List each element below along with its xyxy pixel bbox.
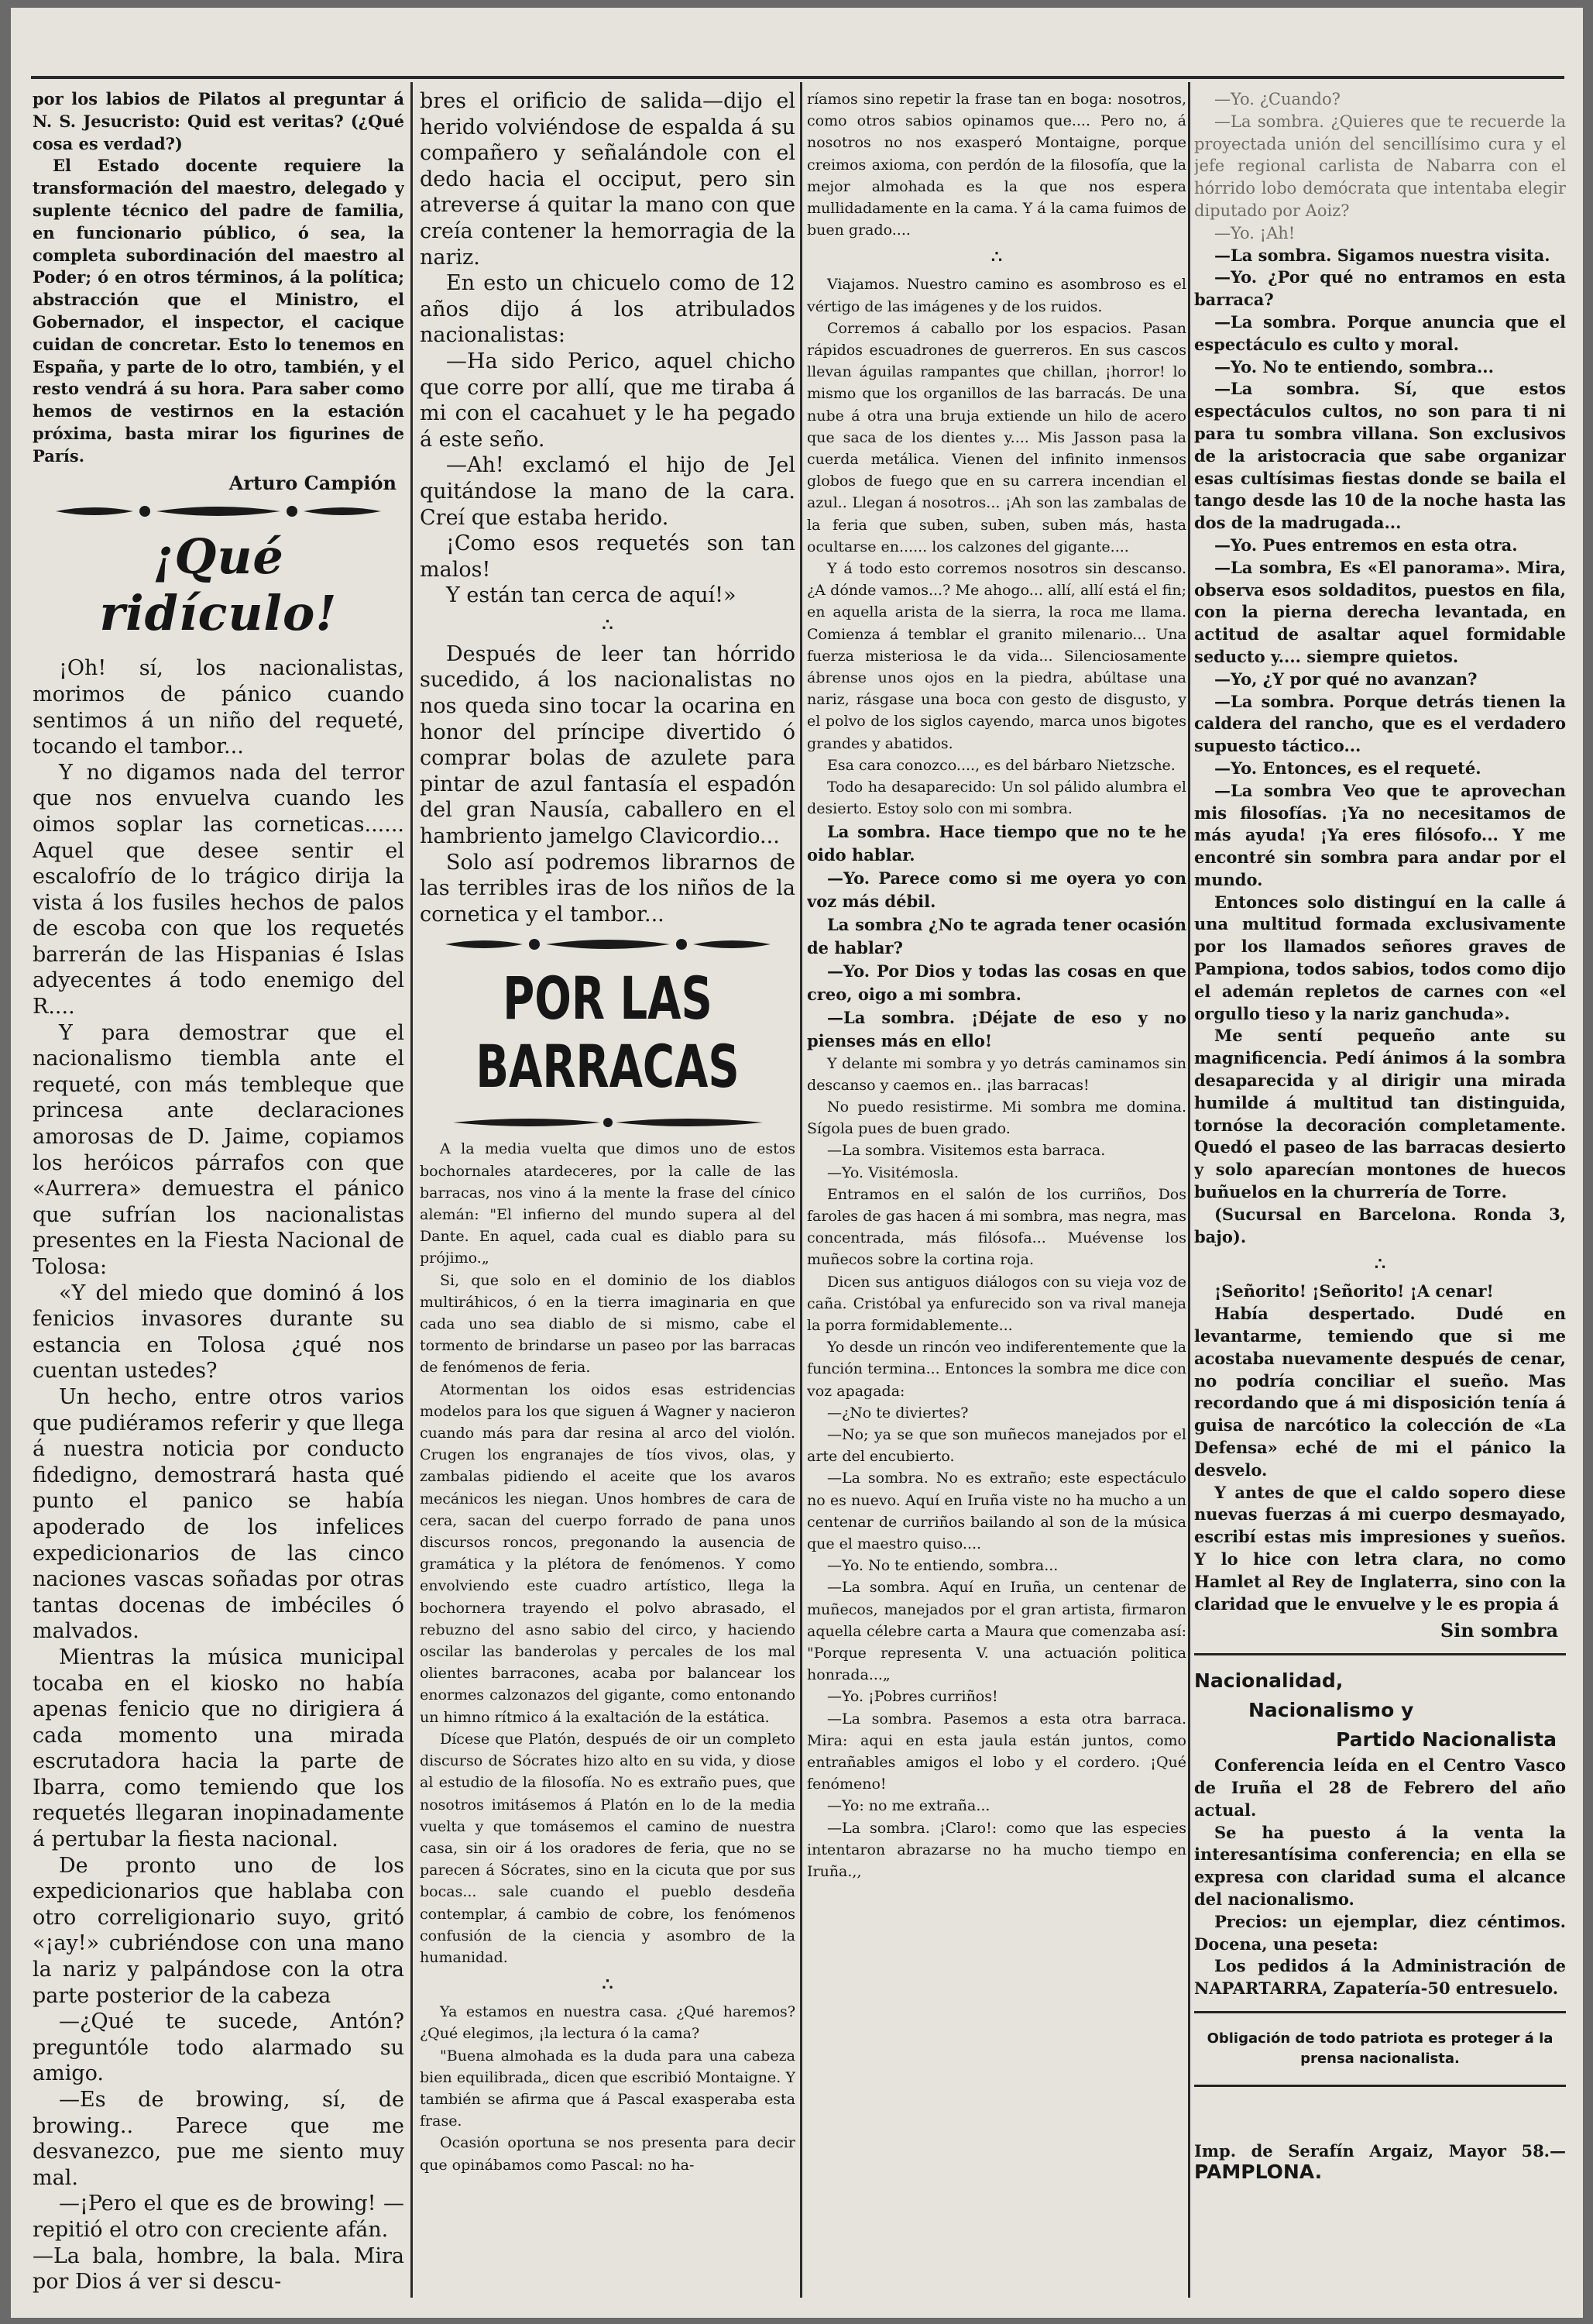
paragraph: Conferencia leída en el Centro Vasco de Iruña el 28 de Febrero del año actual. (1194, 1755, 1566, 1820)
ornament-divider (438, 1115, 778, 1130)
paragraph: No puedo resistirme. Mi sombra me domina. Sígola pues de buen grado. (807, 1098, 1186, 1138)
paragraph: —Yo: no me extraña... (827, 1797, 990, 1815)
paragraph: —La sombra. Sí, que estos espectáculos cultos, no son para ti ni para tu sombra villana. Son exclusivos de la aristocracia que sabe organizar esas cultísimas fiestas donde se baila el tango desde las 10 de la noche hasta las dos de la madrugada... (1194, 379, 1566, 533)
ornament-divider (438, 935, 778, 954)
column-rule (1188, 82, 1190, 2298)
paragraph: —Yo. Entonces, es el requeté. (1214, 758, 1481, 778)
paragraph: —La sombra. Porque detrás tienen la caldera del rancho, que es el verdadero supuesto táctico... (1194, 691, 1566, 756)
paragraph: Ya estamos en nuestra casa. ¿Qué haremos? ¿Qué elegimos, ¡la lectura ó la cama? (420, 2003, 795, 2043)
paragraph: Me sentí pequeño ante su magnificencia. Pedí ánimos á la sombra desaparecida y al dirigir una mirada humilde á multitud tan distinguida, tornóse la decoración completamente. Quedó el paseo de las barracas desierto y solo aparecían montones de huecos buñuelos en la churrería de Torre. (1194, 1026, 1566, 1202)
paragraph: —La sombra. Sigamos nuestra visita. (1214, 245, 1550, 265)
barracas-dialogue-bold (807, 820, 1186, 1053)
paragraph: Y para demostrar que el nacionalismo tiembla ante el requeté, con más tembleque que princesa ante declaraciones amorosas de D. Jaime, copiamos los heróicos párrafos con que «Aurrera» demuestra el pánico que sufrían los nacionalistas presentes en la Fiesta Nacional de Tolosa: (33, 1020, 404, 1279)
paragraph: A la media vuelta que dimos uno de estos bochornales atardeceres, por la calle de las barracas, nos vino á la mente la frase del cínico alemán: "El infierno del mundo supera al del Dante. En aquel, cada cual es diablo para su prójimo.„ (420, 1140, 795, 1267)
paragraph: —Ah! exclamó el hijo de Jel quitándose la mano de la cara. Creí que estaba herido. (420, 453, 795, 530)
paragraph: —Yo. ¿Cuando? (1214, 90, 1341, 108)
paragraph: —La bala, hombre, la bala. Mira por Dios á ver si descu- (33, 2243, 404, 2295)
ridiculo-article (33, 655, 404, 2295)
barracas-article-part2 (420, 2001, 795, 2176)
barracas-dream (807, 273, 1186, 820)
paragraph: —Yo. No te entiendo, sombra... (827, 1557, 1059, 1575)
paragraph: —Yo. Pues entremos en esta otra. (1214, 535, 1518, 555)
paragraph: —La sombra. No es extraño; este espectáculo no es nuevo. Aquí en Iruña viste no ha mucho a un centenar de curriños bailando al son de la música que el maestro quiso.... (807, 1470, 1186, 1552)
advert-title-line: Nacionalidad, (1194, 1669, 1344, 1693)
headline-que-ridiculo: ¡Qué ridículo! (99, 528, 338, 642)
paragraph: El Estado docente requiere la transformación del maestro, delegado y suplente técnico del padre de familia, en funcionario público, ó sea, la completa subordinación del maestro al Poder; ó en otros términos, á la política; abstracción que el Ministro, el Gobernador, el inspector, el cacique cuidan de concretar. Esto lo tenemos en España, y parte de lo otro, también, y el resto vendrá á su hora. Para saber como hemos de vestirnos en la estación próxima, basta mirar los figurines de París. (33, 156, 404, 466)
top-rule (31, 76, 1564, 79)
paragraph: Corremos á caballo por los espacios. Pasan rápidos escuadrones de guerreros. En sus cascos llevan águilas rampantes que chillan, ¡horror! lo mismo que los organillos de las barracás. De una nube á otra una bruja extiende un hilo de acero que saca de los dientes y.... Mis Jasson pasa la cuerda metálica. Vienen del infinito inmensos globos de fuego que en su carrera incendian el azul.. Llegan á nosotros... ¡Ah son las zambalas de la feria que suben, suben, suben más, hasta ocultarse en...... los calzones del gigante.... (807, 319, 1186, 555)
paragraph: Dícese que Platón, después de oir un completo discurso de Sócrates hizo alto en su vida, y diose al estudio de la filosofía. No es extraño pues, que nosotros imitásemos á Platón en lo de la media vuelta y que tomásemos el camino de nuestra casa, sin oir á los oradores de feria, que no se parecen á Sócrates, sino en la cicuta que por sus bocas... sale cuando el pueblo desdeña contemplar, á cambio de cobre, los fenómenos confusión de la ciencia y asombro de la humanidad. (420, 1730, 795, 1966)
paragraph: En esto un chicuelo como de 12 años dijo á los atribulados nacionalistas: (420, 271, 795, 348)
paragraph: —La sombra Veo que te aprovechan mis filosofías. ¡Ya no necesitamos de más ayuda! ¡Ya eres filósofo... Y me encontré sin sombra para andar por el mundo. (1194, 780, 1566, 889)
paragraph: —¿No te diviertes? (827, 1404, 969, 1422)
imprint-text: Imp. de Serafín Argaiz, Mayor 58.— (1194, 2140, 1566, 2161)
column-1 (33, 88, 404, 2295)
paragraph: Los pedidos á la Administración de NAPARTARRA, Zapatería-50 entresuelo. (1194, 1956, 1566, 1999)
divider (1194, 2011, 1566, 2013)
paragraph: —La sombra. Visitemos esta barraca. (827, 1142, 1106, 1160)
paragraph: —Yo. ¿Por qué no entramos en esta barraca? (1194, 267, 1566, 310)
paragraph: —La sombra. ¡Déjate de eso y no pienses más en ello! (807, 1007, 1186, 1050)
advert-title-line: Nacionalismo y (1248, 1699, 1414, 1722)
paragraph: Entonces solo distinguí en la calle á una multitud formada exclusivamente por los llamados señores graves de Pampiona, todos sabios, todos como dijo el ademán repletos de carnes con «el orgullo tieso y la nariz ganchuda». (1194, 892, 1566, 1023)
paragraph: ¡Como esos requetés son tan malos! (420, 531, 795, 582)
barracas-article (420, 1138, 795, 1968)
paragraph: Yo desde un rincón veo indiferentemente que la función termina... Entonces la sombra me dice con voz apagada: (807, 1339, 1186, 1400)
paragraph: —Yo. Parece como si me oyera yo con voz más débil. (807, 868, 1186, 911)
paragraph: Y no digamos nada del terror que nos envuelva cuando les oimos soplar las corneticas...... Aquel que desee sentir el escalofrío de lo trágico dirija la vista á los fusiles hechos de palos de escoba con que los requetés barrerán de las Hispanias é Islas adyecentes á todo enemigo del R.... (33, 760, 404, 1019)
paragraph: Entramos en el salón de los curriños, Dos faroles de gas hacen á mi sombra, mas negra, mas concentrada, más filósofa... Muévense los muñecos sobre la cortina roja. (807, 1185, 1186, 1269)
paragraph: —No; ya se que son muñecos manejados por el arte del encubierto. (807, 1425, 1186, 1466)
headline-por-las-barracas: POR LAS BARRACAS (475, 965, 740, 1102)
paragraph: —Yo. Visitémosla. (827, 1164, 959, 1181)
paragraph: —¿Qué te sucede, Antón? preguntóle todo alarmado su amigo. (33, 2009, 404, 2086)
asterism: ∴ (602, 614, 613, 635)
paragraph: —Es de browing, sí, de browing.. Parece que me desvanezco, pue me siento muy mal. (33, 2088, 404, 2190)
ridiculo-continued (420, 88, 795, 609)
barracas-dialogue (807, 1053, 1186, 1883)
paragraph: Esa cara conozco...., es del bárbaro Nietzsche. (827, 756, 1176, 774)
asterism: ∴ (602, 1975, 613, 1996)
column-4 (1194, 88, 1566, 2183)
paragraph: Un hecho, entre otros varios que pudiéramos referir y que llega á nuestra noticia por conducto fidedigno, demostrará hasta qué punto el panico se había apoderado de los infelices expedicionarios de las cinco naciones vascas soñadas por otras tantas docenas de imbéciles ó malvados. (33, 1384, 404, 1644)
paragraph: Y antes de que el caldo sopero diese nuevas fuerzas á mi cuerpo desmayado, escribí estas mis impresiones y sueños. Y lo hice con letra clara, no como Hamlet al Rey de Inglaterra, sino con la claridad que le envuelve y le es propia á (1194, 1482, 1566, 1614)
paragraph: «Y del miedo que dominó á los fenicios invasores durante su estancia en Tolosa ¿qué nos cuentan ustedes? (33, 1281, 404, 1384)
paragraph: ¡Señorito! ¡Señorito! ¡A cenar! (1214, 1281, 1494, 1301)
paragraph: Se ha puesto á la venta la interesantísima conferencia; en ella se expresa con claridad suma el alcance del nacionalismo. (1194, 1822, 1566, 1909)
paragraph: —Yo. No te entiendo, sombra... (1214, 356, 1494, 376)
campion-article (33, 88, 404, 494)
paragraph: "Buena almohada es la duda para una cabeza bien equilibrada„ dicen que escribió Montaigne. Y también se afirma que á Pascal exasperaba esta frase. (420, 2047, 795, 2130)
paragraph: Solo así podremos librarnos de las terribles iras de los niños de la cornetica y el tambor... (420, 850, 795, 927)
paragraph: Y á todo esto corremos nosotros sin descanso. ¿A dónde vamos...? Me ahogo... allí, allí está el fin; en aquella arista de la sierra, la roca me llama. Comienza á temblar el granito milenario... Una fuerza misteriosa le da vida... Silenciosamente ábrense unos ojos en la piedra, abúltase una nariz, rásgase una boca con gesto de disgusto, y el polvo de los siglos cayendo, marca unos bigotes grandes y abatidos. (807, 560, 1186, 752)
notice-text: Obligación de todo patriota es proteger á la prensa nacionalista. (1207, 2030, 1554, 2067)
paragraph: Dicen sus antiguos diálogos con su vieja voz de caña. Cristóbal ya enfurecido son va rival maneja la porra formidablemente... (807, 1273, 1186, 1334)
barracas-ending (1194, 245, 1566, 1249)
paragraph: —La sombra. Porque anuncia que el espectáculo es culto y moral. (1194, 311, 1566, 354)
paragraph: —Yo, ¿Y por qué no avanzan? (1214, 669, 1478, 689)
imprint-footer (1194, 2141, 1566, 2183)
signature: Sin sombra (1440, 1619, 1558, 1642)
paragraph: De pronto uno de los expedicionarios que hablaba con otro correligionario suyo, gritó «¡ay!» cubriéndose con una mano la nariz y palpándose con la otra parte posterior de la cabeza (33, 1853, 404, 2008)
paragraph: ríamos sino repetir la frase tan en boga: nosotros, como otros sabios opinamos que.... Pero no, á nosotros no nos exasperó Montaigne, porque creimos axioma, con perdón de la filosofía, que la mejor almohada es la que nos espera mullidadamente en la cama. Y á la cama fuimos de buen grado.... (807, 91, 1186, 239)
ornament-divider (48, 502, 389, 521)
paragraph: bres el orificio de salida—dijo el herido volviéndose de espalda á su compañero y señalándole con el dedo hacia el occiput, pero sin atreverse á quitar la mano con que creía contener la hemorragia de la nariz. (420, 89, 795, 270)
paragraph: Todo ha desaparecido: Un sol pálido alumbra el desierto. Estoy solo con mi sombra. (807, 779, 1186, 818)
faded-dialogue (1194, 88, 1566, 245)
column-2 (420, 88, 795, 2176)
ridiculo-closing (420, 641, 795, 928)
column-3 (807, 88, 1186, 1882)
paragraph: (Sucursal en Barcelona. Ronda 3, bajo). (1194, 1204, 1566, 1246)
paragraph: ¡Oh! sí, los nacionalistas, morimos de pánico cuando sentimos á un niño del requeté, tocando el tambor... (33, 656, 404, 759)
paragraph: por los labios de Pilatos al preguntar á N. S. Jesucristo: Quid est veritas? (¿Qué cosa es verdad?) (33, 89, 404, 153)
paragraph: —La sombra, Es «El panorama». Mira, observa esos soldaditos, puestos en fila, con la pierna derecha levantada, en actitud de asaltar aquel formidable seducto y.... siempre quietos. (1194, 557, 1566, 666)
paragraph: La sombra. Hace tiempo que no te he oido hablar. (807, 821, 1186, 865)
asterism: ∴ (991, 247, 1002, 268)
paragraph: —Ha sido Perico, aquel chicho que corre por allí, que me tiraba á mi con el cacahuet y le ha pegado á este seño. (420, 349, 795, 452)
barracas-continued (807, 88, 1186, 241)
advert-title (1194, 1666, 1566, 1755)
paragraph: —La sombra. ¡Claro!: como que las especies intentaron abrazarse no ha mucho tiempo en Iruña.,, (807, 1819, 1186, 1881)
paragraph: Y están tan cerca de aquí!» (446, 583, 736, 608)
paragraph: —Yo. Por Dios y todas las cosas en que creo, oigo a mi sombra. (807, 961, 1186, 1004)
paragraph: —¡Pero el que es de browing! —repitió el otro con creciente afán. (33, 2192, 404, 2242)
paragraph: —La sombra. Aquí en Iruña, un centenar de muñecos, manejados por el gran artista, firmaron aquella célebre carta a Maura que comenzaba así: "Porque representa V. una actuación politica honrada...„ (807, 1579, 1186, 1684)
paragraph: Si, que solo en el dominio de los diablos multiráhicos, ó en la tierra imaginaria en que cada uno sea diablo de si mismo, cabe el tormento de brindarse un paseo por las barracas de fenómenos de feria. (420, 1271, 795, 1377)
imprint-city: PAMPLONA. (1194, 2160, 1323, 2183)
paragraph: Atormentan los oidos esas estridencias modelos para los que siguen á Wagner y nacieron cuando más para dar resina al arco del violón. Crugen los engranajes de tíos vivos, olas, y zambalas pidiendo el aceite que los avaros mecánicos les niegan. Unos hombres de cara de cera, sacan del cuerpo forrado de pana unos discursos roncos, pregonando la ausencia de gramática y la plétora de fenómenos. Y como envolviendo este cuadro artístico, llega la bochornera trayendo el polvo abrasado, el rebuzno del asno sabio del circo, y haciendo oscilar las banderolas y percales de los mal olientes barracones, acaba por balancear los enormes calzonazos del gigante, como entonando un himno rítmico á la exaltación de la estática. (420, 1380, 795, 1726)
column-rule (800, 82, 802, 2298)
divider (1194, 1653, 1566, 1655)
paragraph: Precios: un ejemplar, diez céntimos. Docena, una peseta: (1194, 1911, 1566, 1954)
paragraph: Ocasión oportuna se nos presenta para decir que opinábamos como Pascal: no ha- (420, 2134, 795, 2174)
paragraph: Había despertado. Dudé en levantarme, temiendo que si me acostaba nuevamente después de cenar, no podría conciliar el sueño. Mas recordando que á mi disposición tenía á guisa de narcótico la colección de «La Defensa» eché de mi el pánico la desvelo. (1194, 1304, 1566, 1480)
newspaper-page (11, 8, 1583, 2318)
paragraph: —Yo. ¡Pobres curriños! (827, 1688, 998, 1706)
paragraph: La sombra ¿No te agrada tener ocasión de hablar? (807, 914, 1186, 957)
column-rule (410, 82, 413, 2298)
advert-title-line: Partido Nacionalista (1335, 1728, 1557, 1752)
barracas-epilogue (1194, 1281, 1566, 1642)
divider (1194, 2085, 1566, 2087)
paragraph: Mientras la música municipal tocaba en el kiosko no había apenas fenicio que no dirigiera á cada momento una mirada escrutadora hacia la parte de Ibarra, como temiendo que los requetés llegaran inopinadamente á pertubar la fiesta nacional. (33, 1645, 404, 1852)
paragraph: Viajamos. Nuestro camino es asombroso es el vértigo de las imágenes y de los ruidos. (807, 276, 1186, 315)
signature: Arturo Campión (228, 471, 397, 494)
asterism: ∴ (1375, 1254, 1385, 1275)
paragraph: Después de leer tan hórrido sucedido, á los nacionalistas no nos queda sino tocar la ocarina en honor del príncipe divertido ó comprar bolas de azulete para pintar de azul fantasía el espadón del gran Nausía, caballero en el hambriento jamelgo Clavicordio... (420, 641, 795, 849)
paragraph: —Yo. ¡Ah! (1214, 223, 1296, 242)
paragraph: —La sombra. Pasemos a esta otra barraca. Mira: aqui en esta jaula están juntos, como entrañables amigos el lobo y el cordero. ¡Qué fenómeno! (807, 1710, 1186, 1793)
advert-body (1194, 1755, 1566, 2000)
paragraph: —La sombra. ¿Quieres que te recuerde la proyectada unión del sencillísimo cura y el jefe regional carlista de Nabarra con el hórrido lobo demócrata que intentaba elegir diputado por Aoiz? (1194, 112, 1566, 220)
paragraph: Y delante mi sombra y yo detrás caminamos sin descanso y caemos en.. ¡las barracas! (807, 1054, 1186, 1094)
